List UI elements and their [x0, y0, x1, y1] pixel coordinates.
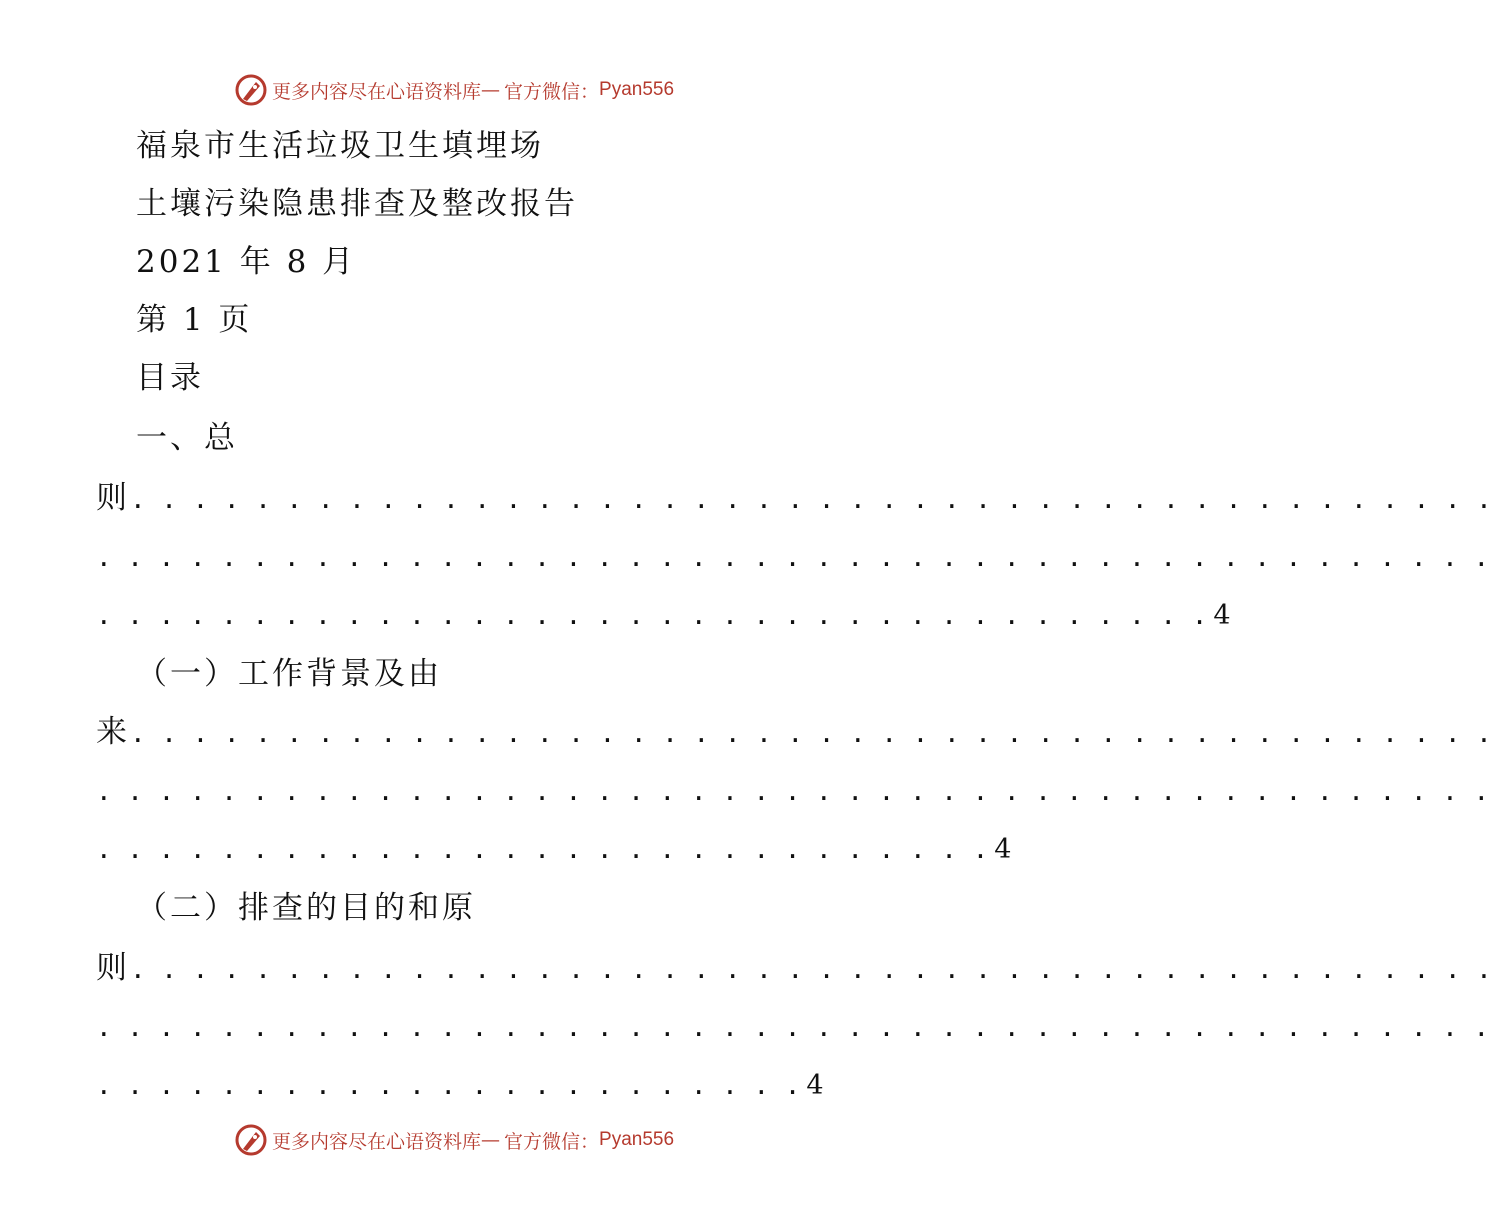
toc-item-3-leader-line-2: . . . . . . . . . . . . . . . . . . . . . . . . . . . . . . . . . . . . . . . . . . . . . [96, 1013, 1490, 1043]
toc-item-2-heading: （一）工作背景及由 [136, 656, 442, 692]
toc-item-3-leader-line-3: . . . . . . . . . . . . . . . . . . . . . . . 4 [96, 1070, 824, 1101]
pen-nib-circle-icon [234, 73, 268, 107]
banner-wechat-id: Pyan556 [599, 79, 675, 100]
banner-dash: — [481, 79, 501, 101]
report-date: 2021 年 8 月 [136, 244, 357, 280]
title-line-1: 福泉市生活垃圾卫生填埋场 [136, 128, 544, 164]
banner-main-text: 更多内容尽在心语资料库 [272, 1130, 482, 1153]
banner-sub-text: 官方微信： [504, 1130, 600, 1153]
toc-item-1-leader-line-2: . . . . . . . . . . . . . . . . . . . . . . . . . . . . . . . . . . . . . . . . . . . . . [96, 543, 1490, 573]
footer-watermark-banner [0, 1122, 950, 1158]
toc-item-1-page: 4 [1213, 600, 1231, 631]
banner-sub-text: 官方微信： [504, 80, 600, 103]
toc-item-3-leader-line-1: 则 . . . . . . . . . . . . . . . . . . . . . . . . . . . . . . . . . . . . . . . . . . . . [96, 950, 1492, 986]
toc-item-3-heading: （二）排查的目的和原 [136, 890, 476, 926]
toc-item-2-leader-line-3: . . . . . . . . . . . . . . . . . . . . . . . . . . . . . 4 [96, 834, 1012, 865]
toc-item-3-page: 4 [806, 1070, 824, 1101]
toc-item-1-leader-line-1: 则 . . . . . . . . . . . . . . . . . . . . . . . . . . . . . . . . . . . . . . . . . . . . [96, 480, 1492, 516]
toc-item-2-page: 4 [994, 834, 1012, 865]
toc-item-2-leader-line-2: . . . . . . . . . . . . . . . . . . . . . . . . . . . . . . . . . . . . . . . . . . . . . [96, 777, 1490, 807]
pen-nib-circle-icon [234, 1123, 268, 1157]
toc-item-2-leader-line-1: 来 . . . . . . . . . . . . . . . . . . . . . . . . . . . . . . . . . . . . . . . . . . . . [96, 714, 1492, 750]
toc-item-1-lead-char: 则 [96, 480, 127, 516]
toc-item-1-heading: 一、总 [136, 420, 238, 456]
toc-item-3-lead-char: 则 [96, 950, 127, 986]
toc-item-1-leader-line-3: . . . . . . . . . . . . . . . . . . . . . . . . . . . . . . . . . . . . 4 [96, 600, 1231, 631]
page-label: 第 1 页 [136, 302, 253, 338]
toc-item-2-lead-char: 来 [96, 714, 127, 750]
banner-wechat-id: Pyan556 [599, 1129, 675, 1150]
title-line-2: 土壤污染隐患排查及整改报告 [136, 186, 578, 222]
header-watermark-banner [0, 72, 950, 108]
toc-heading: 目录 [136, 360, 204, 396]
banner-main-text: 更多内容尽在心语资料库 [272, 80, 482, 103]
banner-dash: — [481, 1129, 501, 1151]
